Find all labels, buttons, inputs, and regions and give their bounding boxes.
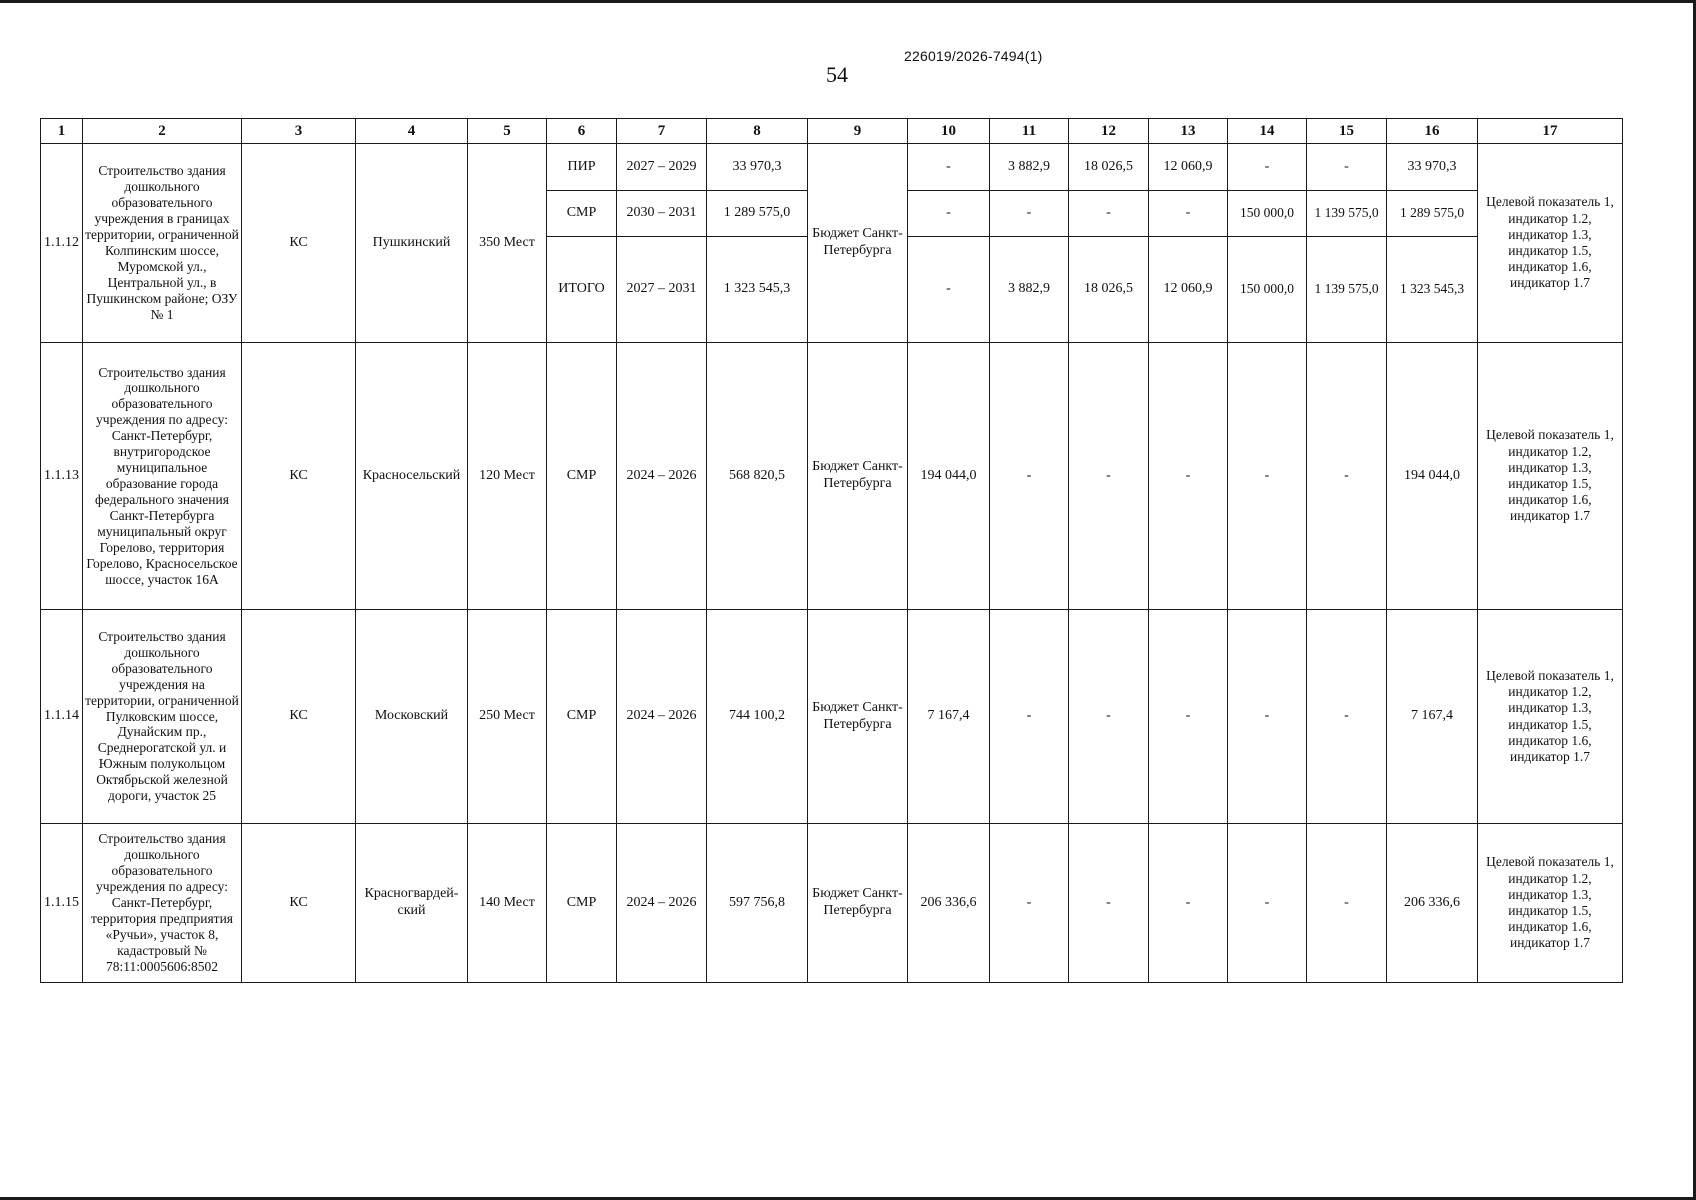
work-type: СМР <box>547 610 617 824</box>
object-name: Строительство здания дошкольного образовательного учреждения по адресу: Санкт-Петербург, территория предприятия «Ручьи», участок 8, кадастровый № 78:11:0005606:8502 <box>83 824 242 983</box>
column-header: 17 <box>1478 119 1623 144</box>
value-cell: 18 026,5 <box>1069 144 1149 191</box>
table-row <box>41 343 1623 610</box>
column-header: 15 <box>1307 119 1387 144</box>
district: Красносельский <box>356 343 468 610</box>
total-cost: 744 100,2 <box>707 610 808 824</box>
value-cell: 206 336,6 <box>1387 824 1478 983</box>
value-cell: - <box>1069 191 1149 237</box>
value-cell: 194 044,0 <box>1387 343 1478 610</box>
period: 2024 – 2026 <box>617 610 707 824</box>
value-cell: - <box>1069 824 1149 983</box>
value-cell: - <box>1307 824 1387 983</box>
table-row <box>41 824 1623 983</box>
value-cell: - <box>1069 343 1149 610</box>
capacity: 120 Мест <box>468 343 547 610</box>
value-cell: - <box>908 191 990 237</box>
column-header: 11 <box>990 119 1069 144</box>
program-table <box>40 118 1623 983</box>
funding-source: Бюджет Санкт-Петербурга <box>808 610 908 824</box>
district: Пушкинский <box>356 144 468 343</box>
period: 2030 – 2031 <box>617 191 707 237</box>
value-cell: 1 139 575,0 <box>1307 237 1387 343</box>
total-cost: 568 820,5 <box>707 343 808 610</box>
value-cell: - <box>1149 343 1228 610</box>
table-row <box>41 610 1623 824</box>
page-number: 54 <box>826 62 848 87</box>
value-cell: 18 026,5 <box>1069 237 1149 343</box>
column-header: 13 <box>1149 119 1228 144</box>
work-type: ПИР <box>547 144 617 191</box>
value-cell: 1 139 575,0 <box>1307 191 1387 237</box>
target-indicators: Целевой показатель 1, индикатор 1.2, индикатор 1.3, индикатор 1.5, индикатор 1.6, индикатор 1.7 <box>1478 144 1623 343</box>
value-cell: - <box>1228 824 1307 983</box>
value-cell: - <box>1149 191 1228 237</box>
value-cell: 150 000,0 <box>1228 237 1307 343</box>
value-cell: - <box>990 824 1069 983</box>
value-cell: - <box>1069 610 1149 824</box>
column-header: 8 <box>707 119 808 144</box>
value-cell: - <box>1228 610 1307 824</box>
column-header: 1 <box>41 119 83 144</box>
value-cell: - <box>1307 610 1387 824</box>
total-cost: 597 756,8 <box>707 824 808 983</box>
period: 2027 – 2029 <box>617 144 707 191</box>
value-cell: - <box>908 237 990 343</box>
value-cell: 12 060,9 <box>1149 237 1228 343</box>
total-cost: 33 970,3 <box>707 144 808 191</box>
capacity: 140 Мест <box>468 824 547 983</box>
value-cell: - <box>1228 343 1307 610</box>
cell-ks: КС <box>242 610 356 824</box>
value-cell: 194 044,0 <box>908 343 990 610</box>
work-type: СМР <box>547 343 617 610</box>
district: Московский <box>356 610 468 824</box>
value-cell: - <box>990 191 1069 237</box>
row-number: 1.1.12 <box>41 144 83 343</box>
work-type: СМР <box>547 191 617 237</box>
object-name: Строительство здания дошкольного образовательного учреждения по адресу: Санкт-Петербург, внутригородское муниципальное образование города федерального значения Санкт-Петербурга муниципальный округ Горелово, территория Горелово, Красносельское шоссе, участок 16А <box>83 343 242 610</box>
value-cell: 150 000,0 <box>1228 191 1307 237</box>
column-header: 4 <box>356 119 468 144</box>
value-cell: - <box>1149 824 1228 983</box>
value-cell: 33 970,3 <box>1387 144 1478 191</box>
document-id: 226019/2026-7494(1) <box>904 48 1043 64</box>
column-header: 5 <box>468 119 547 144</box>
value-cell: - <box>1228 144 1307 191</box>
cell-ks: КС <box>242 144 356 343</box>
column-header: 12 <box>1069 119 1149 144</box>
capacity: 350 Мест <box>468 144 547 343</box>
target-indicators: Целевой показатель 1, индикатор 1.2, индикатор 1.3, индикатор 1.5, индикатор 1.6, индикатор 1.7 <box>1478 824 1623 983</box>
value-cell: - <box>1307 343 1387 610</box>
total-cost: 1 323 545,3 <box>707 237 808 343</box>
funding-source: Бюджет Санкт-Петербурга <box>808 343 908 610</box>
funding-source: Бюджет Санкт-Петербурга <box>808 824 908 983</box>
column-header: 6 <box>547 119 617 144</box>
header-row <box>41 119 1623 144</box>
capacity: 250 Мест <box>468 610 547 824</box>
column-header: 2 <box>83 119 242 144</box>
row-number: 1.1.14 <box>41 610 83 824</box>
value-cell: 7 167,4 <box>908 610 990 824</box>
column-header: 14 <box>1228 119 1307 144</box>
district: Красногвардей-ский <box>356 824 468 983</box>
object-name: Строительство здания дошкольного образовательного учреждения на территории, ограниченной Пулковским шоссе, Дунайским пр., Среднерогатской ул. и Южным полукольцом Октябрьской железной дороги, участок 25 <box>83 610 242 824</box>
row-number: 1.1.13 <box>41 343 83 610</box>
cell-ks: КС <box>242 343 356 610</box>
period: 2027 – 2031 <box>617 237 707 343</box>
column-header: 7 <box>617 119 707 144</box>
value-cell: - <box>990 610 1069 824</box>
column-header: 9 <box>808 119 908 144</box>
value-cell: 3 882,9 <box>990 144 1069 191</box>
value-cell: 12 060,9 <box>1149 144 1228 191</box>
total-cost: 1 289 575,0 <box>707 191 808 237</box>
value-cell: - <box>990 343 1069 610</box>
row-number: 1.1.15 <box>41 824 83 983</box>
value-cell: 1 289 575,0 <box>1387 191 1478 237</box>
value-cell: 7 167,4 <box>1387 610 1478 824</box>
value-cell: 3 882,9 <box>990 237 1069 343</box>
period: 2024 – 2026 <box>617 824 707 983</box>
value-cell: - <box>1307 144 1387 191</box>
cell-ks: КС <box>242 824 356 983</box>
target-indicators: Целевой показатель 1, индикатор 1.2, индикатор 1.3, индикатор 1.5, индикатор 1.6, индикатор 1.7 <box>1478 610 1623 824</box>
column-header: 16 <box>1387 119 1478 144</box>
period: 2024 – 2026 <box>617 343 707 610</box>
target-indicators: Целевой показатель 1, индикатор 1.2, индикатор 1.3, индикатор 1.5, индикатор 1.6, индикатор 1.7 <box>1478 343 1623 610</box>
work-type: ИТОГО <box>547 237 617 343</box>
column-header: 10 <box>908 119 990 144</box>
funding-source: Бюджет Санкт-Петербурга <box>808 144 908 343</box>
value-cell: - <box>908 144 990 191</box>
work-type: СМР <box>547 824 617 983</box>
object-name: Строительство здания дошкольного образовательного учреждения в границах территории, ограниченной Колпинским шоссе, Муромской ул., Центральной ул., в Пушкинском районе; ОЗУ № 1 <box>83 144 242 343</box>
value-cell: 1 323 545,3 <box>1387 237 1478 343</box>
column-header: 3 <box>242 119 356 144</box>
value-cell: - <box>1149 610 1228 824</box>
table-row <box>41 144 1623 191</box>
value-cell: 206 336,6 <box>908 824 990 983</box>
